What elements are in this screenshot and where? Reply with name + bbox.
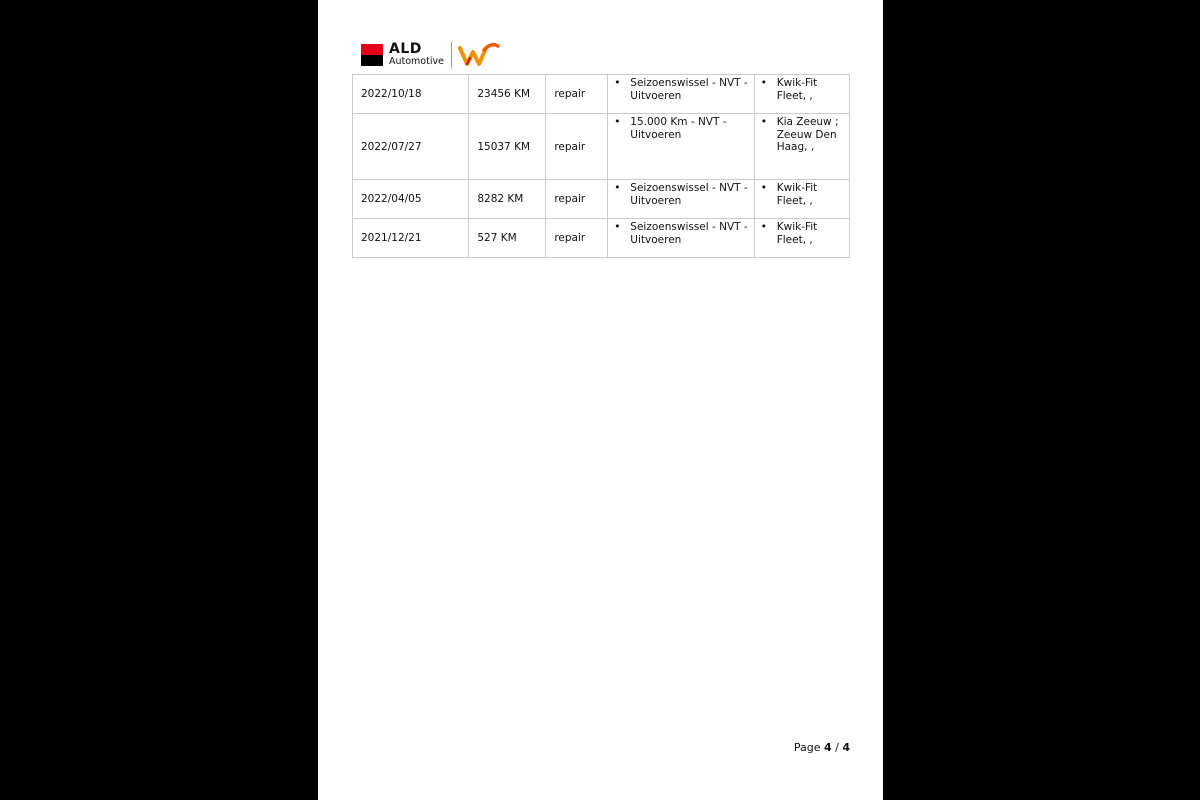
mileage-cell: 23456 KM — [469, 75, 546, 114]
mileage-cell: 527 KM — [469, 219, 546, 258]
location-cell — [754, 114, 849, 180]
date-cell: 2021/12/21 — [353, 219, 469, 258]
type-cell: repair — [546, 180, 608, 219]
page-number — [794, 741, 850, 754]
maintenance-history-table — [352, 74, 850, 258]
location-text: Kwik-Fit Fleet, , — [776, 221, 818, 246]
table-row — [353, 114, 850, 180]
bullet-icon: • — [760, 221, 767, 233]
mileage-cell: 15037 KM — [469, 114, 546, 180]
ald-brand-subtitle: Automotive — [389, 56, 444, 67]
service-cell — [608, 180, 754, 219]
service-text: Seizoenswissel - NVT - Uitvoeren — [630, 77, 748, 102]
table-row — [353, 75, 850, 114]
location-cell — [754, 75, 849, 114]
ald-brand-name: ALD — [389, 41, 422, 57]
location-cell — [754, 180, 849, 219]
document-page — [318, 0, 883, 800]
ald-logo-icon — [361, 44, 383, 66]
logo-divider — [451, 42, 452, 68]
table-row — [353, 180, 850, 219]
bullet-icon: • — [614, 221, 621, 233]
type-cell: repair — [546, 114, 608, 180]
partner-wave-logo-icon — [458, 42, 500, 68]
service-cell — [608, 219, 754, 258]
bullet-icon: • — [614, 182, 621, 194]
total-pages: 4 — [842, 741, 850, 754]
date-cell: 2022/04/05 — [353, 180, 469, 219]
table-row — [353, 219, 850, 258]
mileage-cell: 8282 KM — [469, 180, 546, 219]
location-text: Kia Zeeuw ; Zeeuw Den Haag, , — [776, 116, 839, 153]
page-separator: / — [835, 741, 839, 754]
bullet-icon: • — [614, 116, 621, 128]
service-text: Seizoenswissel - NVT - Uitvoeren — [630, 182, 748, 207]
location-text: Kwik-Fit Fleet, , — [776, 77, 818, 102]
service-text: Seizoenswissel - NVT - Uitvoeren — [630, 221, 748, 246]
service-cell — [608, 75, 754, 114]
date-cell: 2022/07/27 — [353, 114, 469, 180]
bullet-icon: • — [614, 77, 621, 89]
type-cell: repair — [546, 75, 608, 114]
location-text: Kwik-Fit Fleet, , — [776, 182, 818, 207]
service-text: 15.000 Km - NVT - Uitvoeren — [630, 116, 727, 141]
bullet-icon: • — [760, 77, 767, 89]
page-label: Page — [793, 741, 821, 754]
date-cell: 2022/10/18 — [353, 75, 469, 114]
service-cell — [608, 114, 754, 180]
current-page: 4 — [823, 741, 832, 754]
bullet-icon: • — [760, 182, 767, 194]
location-cell — [754, 219, 849, 258]
type-cell: repair — [546, 219, 608, 258]
bullet-icon: • — [760, 116, 767, 128]
